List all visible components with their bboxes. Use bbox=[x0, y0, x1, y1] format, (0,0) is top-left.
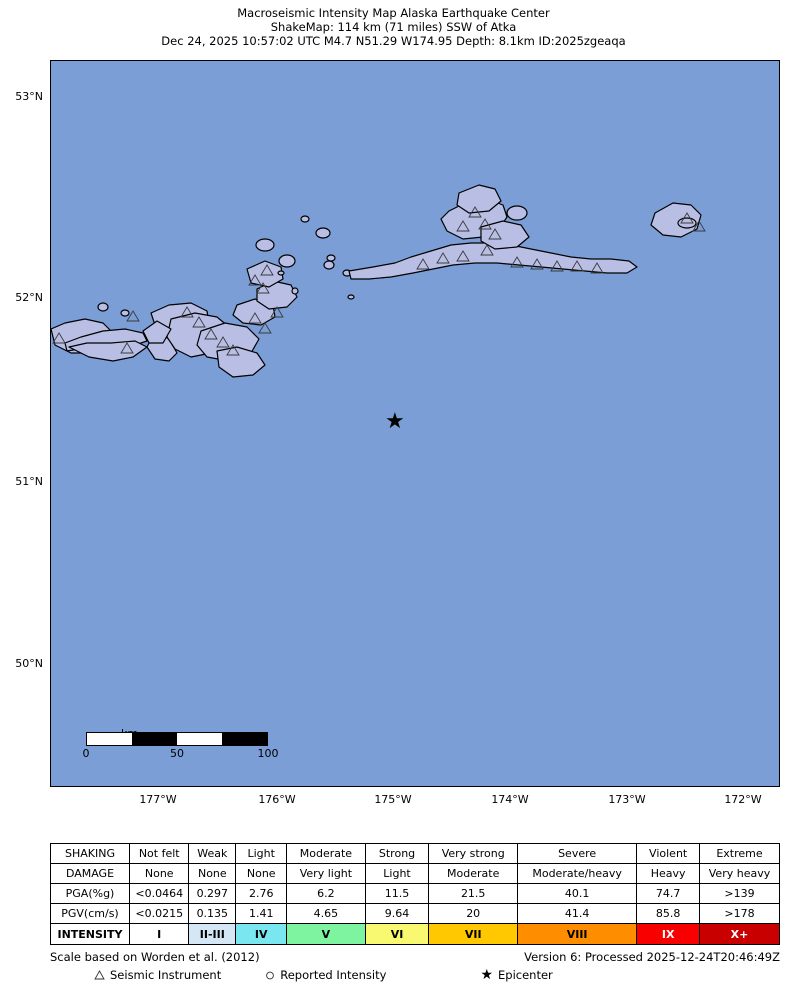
legend-cell: Weak bbox=[189, 844, 236, 864]
legend-cell: Very strong bbox=[429, 844, 517, 864]
legend-cell: 20 bbox=[429, 904, 517, 924]
legend-cell: 21.5 bbox=[429, 884, 517, 904]
legend-cell: Moderate bbox=[429, 864, 517, 884]
map-scalebar bbox=[82, 732, 279, 760]
intensity-swatch-V: V bbox=[287, 924, 365, 945]
legend-cell: 74.7 bbox=[637, 884, 700, 904]
epicenter-star-marker: ★ bbox=[385, 409, 405, 434]
legend-cell: 85.8 bbox=[637, 904, 700, 924]
legend-cell: 0.135 bbox=[189, 904, 236, 924]
legend-cell: Strong bbox=[365, 844, 429, 864]
legend-cell: None bbox=[129, 864, 188, 884]
legend-cell: 11.5 bbox=[365, 884, 429, 904]
y-axis-label-51N: 51°N bbox=[15, 475, 43, 488]
legend-cell: Very heavy bbox=[699, 864, 779, 884]
legend-cell: 1.41 bbox=[236, 904, 287, 924]
scalebar-tick-50: 50 bbox=[170, 747, 184, 760]
legend-row-header: PGA(%g) bbox=[51, 884, 130, 904]
legend-cell: 2.76 bbox=[236, 884, 287, 904]
legend-cell: Light bbox=[365, 864, 429, 884]
x-axis-label-175W: 175°W bbox=[374, 793, 412, 806]
key-reported-intensity-label: Reported Intensity bbox=[280, 968, 387, 982]
scalebar-tick-0: 0 bbox=[82, 747, 90, 760]
legend-cell: Moderate/heavy bbox=[517, 864, 636, 884]
x-axis-label-172W: 172°W bbox=[724, 793, 762, 806]
legend-cell: 41.4 bbox=[517, 904, 636, 924]
intensity-swatch-I: I bbox=[129, 924, 188, 945]
legend-cell: Moderate bbox=[287, 844, 365, 864]
intensity-swatch-VIII: VIII bbox=[517, 924, 636, 945]
x-axis-label-174W: 174°W bbox=[491, 793, 529, 806]
key-seismic-instrument-label: Seismic Instrument bbox=[110, 968, 222, 982]
coastline-layer bbox=[51, 61, 778, 785]
map-title-block bbox=[0, 6, 787, 48]
x-axis-label-173W: 173°W bbox=[608, 793, 646, 806]
triangle-icon bbox=[94, 970, 105, 980]
legend-cell: <0.0215 bbox=[129, 904, 188, 924]
legend-cell: Violent bbox=[637, 844, 700, 864]
legend-cell: <0.0464 bbox=[129, 884, 188, 904]
legend-cell: 40.1 bbox=[517, 884, 636, 904]
intensity-swatch-II-III: II-III bbox=[189, 924, 236, 945]
legend-row-header: PGV(cm/s) bbox=[51, 904, 130, 924]
intensity-swatch-VII: VII bbox=[429, 924, 517, 945]
legend-cell: Extreme bbox=[699, 844, 779, 864]
title-line-3: Dec 24, 2025 10:57:02 UTC M4.7 N51.29 W174.95 Depth: 8.1km ID:2025zgeaqa bbox=[161, 34, 626, 48]
intensity-swatch-X: X+ bbox=[699, 924, 779, 945]
legend-cell: Light bbox=[236, 844, 287, 864]
legend-cell: Severe bbox=[517, 844, 636, 864]
y-axis-label-53N: 53°N bbox=[15, 90, 43, 103]
legend-row-header: SHAKING bbox=[51, 844, 130, 864]
footer-line-1 bbox=[50, 950, 780, 964]
intensity-swatch-IX: IX bbox=[637, 924, 700, 945]
circle-icon bbox=[265, 970, 275, 980]
key-reported-intensity bbox=[265, 968, 386, 982]
y-axis-label-50N: 50°N bbox=[15, 657, 43, 670]
scalebar-tick-100: 100 bbox=[257, 747, 279, 760]
legend-cell: None bbox=[189, 864, 236, 884]
legend-cell: 9.64 bbox=[365, 904, 429, 924]
key-seismic-instrument bbox=[94, 968, 221, 982]
x-axis-label-176W: 176°W bbox=[258, 793, 296, 806]
intensity-swatch-VI: VI bbox=[365, 924, 429, 945]
legend-row-header: INTENSITY bbox=[51, 924, 130, 945]
key-epicenter bbox=[480, 968, 552, 982]
version-text: Version 6: Processed 2025-12-24T20:46:49Z bbox=[524, 950, 780, 964]
shakemap-map[interactable] bbox=[50, 60, 780, 787]
scale-note-text: Scale based on Worden et al. (2012) bbox=[50, 950, 260, 964]
title-line-1: Macroseismic Intensity Map Alaska Earthquake Center bbox=[237, 6, 550, 20]
legend-row-shaking bbox=[51, 844, 780, 864]
key-epicenter-label: Epicenter bbox=[498, 968, 553, 982]
intensity-legend-table bbox=[50, 843, 780, 945]
y-axis-label-52N: 52°N bbox=[15, 291, 43, 304]
legend-cell: >139 bbox=[699, 884, 779, 904]
legend-row-damage bbox=[51, 864, 780, 884]
legend-row-intensity bbox=[51, 924, 780, 945]
legend-cell: Heavy bbox=[637, 864, 700, 884]
legend-cell: Very light bbox=[287, 864, 365, 884]
legend-row-pga bbox=[51, 884, 780, 904]
legend-cell: 4.65 bbox=[287, 904, 365, 924]
star-icon: ★ bbox=[480, 967, 493, 983]
legend-cell: 0.297 bbox=[189, 884, 236, 904]
legend-row-header: DAMAGE bbox=[51, 864, 130, 884]
title-line-2: ShakeMap: 114 km (71 miles) SSW of Atka bbox=[270, 20, 517, 34]
x-axis-label-177W: 177°W bbox=[139, 793, 177, 806]
legend-cell: Not felt bbox=[129, 844, 188, 864]
legend-cell: None bbox=[236, 864, 287, 884]
legend-cell: 6.2 bbox=[287, 884, 365, 904]
footer-legend-keys bbox=[50, 968, 780, 982]
intensity-swatch-IV: IV bbox=[236, 924, 287, 945]
legend-row-pgv bbox=[51, 904, 780, 924]
legend-cell: >178 bbox=[699, 904, 779, 924]
